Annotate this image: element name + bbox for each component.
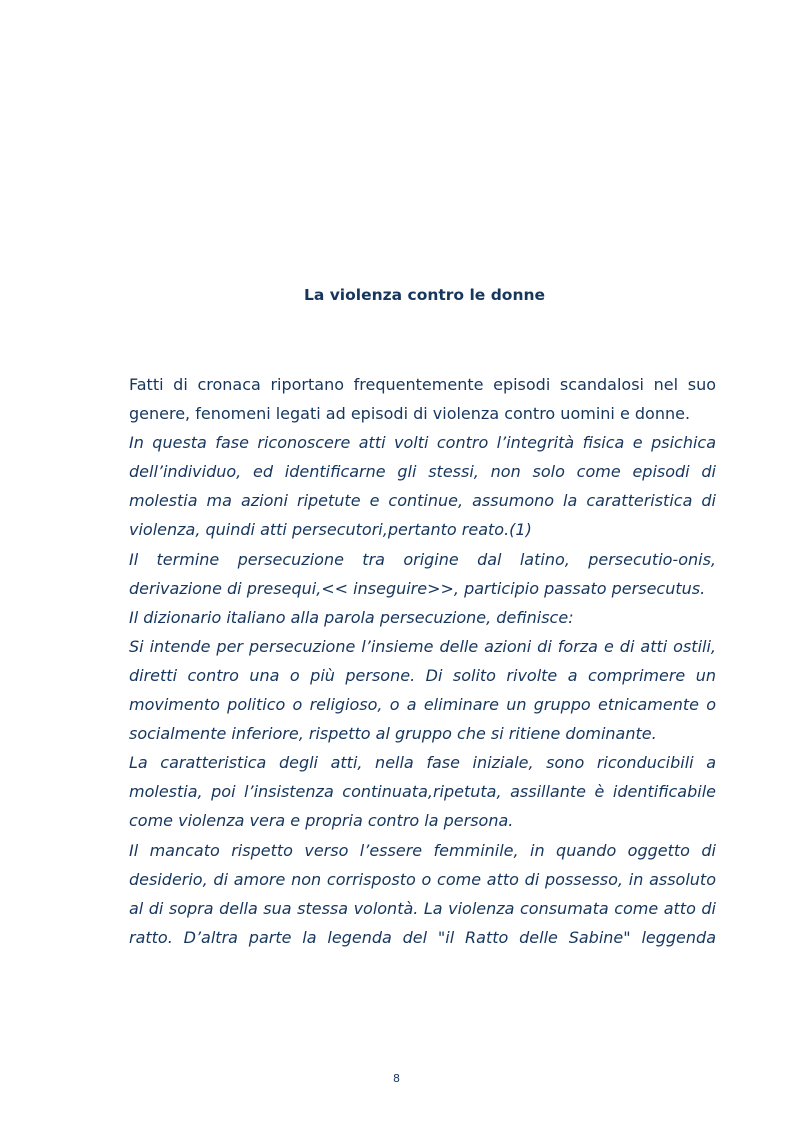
body-text xyxy=(129,370,716,952)
paragraph-5-line-2: diretti contro una o più persone. Di solito rivolte a comprimere un xyxy=(129,665,716,685)
paragraph-4-line-1: Il dizionario italiano alla parola persecuzione, definisce: xyxy=(129,607,574,627)
paragraph-7-line-4: ratto. D’altra parte la legenda del "il Ratto delle Sabine" leggenda xyxy=(129,927,716,947)
paragraph-3-line-1: Il termine persecuzione tra origine dal latino, persecutio-onis, xyxy=(129,549,716,569)
paragraph-1-line-2: genere, fenomeni legati ad episodi di violenza contro uomini e donne. xyxy=(129,404,691,424)
paragraph-5-line-1: Si intende per persecuzione l’insieme delle azioni di forza e di atti ostili, xyxy=(129,636,716,656)
paragraph-5-line-4: socialmente inferiore, rispetto al gruppo che si ritiene dominante. xyxy=(129,724,657,744)
paragraph-2-line-2: dell’individuo, ed identificarne gli stessi, non solo come episodi di xyxy=(129,462,716,482)
paragraph-6-line-2: molestia, poi l’insistenza continuata,ripetuta, assillante è identificabile xyxy=(129,782,716,802)
paragraph-6-line-1: La caratteristica degli atti, nella fase iniziale, sono riconducibili a xyxy=(129,753,716,773)
page-number: 8 xyxy=(393,1072,400,1085)
paragraph-2-line-3: molestia ma azioni ripetute e continue, assumono la caratteristica di xyxy=(129,491,716,511)
paragraph-6-line-3: come violenza vera e propria contro la persona. xyxy=(129,811,514,831)
paragraph-5-line-3: movimento politico o religioso, o a eliminare un gruppo etnicamente o xyxy=(129,695,716,715)
page-title: La violenza contro le donne xyxy=(303,286,546,304)
paragraph-7-line-3: al di sopra della sua stessa volontà. La violenza consumata come atto di xyxy=(129,898,716,918)
paragraph-1-line-1: Fatti di cronaca riportano frequentemente episodi scandalosi nel suo xyxy=(129,375,716,394)
paragraph-7-line-1: Il mancato rispetto verso l’essere femminile, in quando oggetto di xyxy=(129,840,716,860)
paragraph-2-line-1: In questa fase riconoscere atti volti contro l’integrità fisica e psichica xyxy=(129,433,716,453)
paragraph-2-line-4: violenza, quindi atti persecutori,pertanto reato.(1) xyxy=(129,520,532,540)
paragraph-7-line-2: desiderio, di amore non corrisposto o come atto di possesso, in assoluto xyxy=(129,869,716,889)
paragraph-3-line-2: derivazione di presequi,<< inseguire>>, participio passato persecutus. xyxy=(129,578,706,598)
